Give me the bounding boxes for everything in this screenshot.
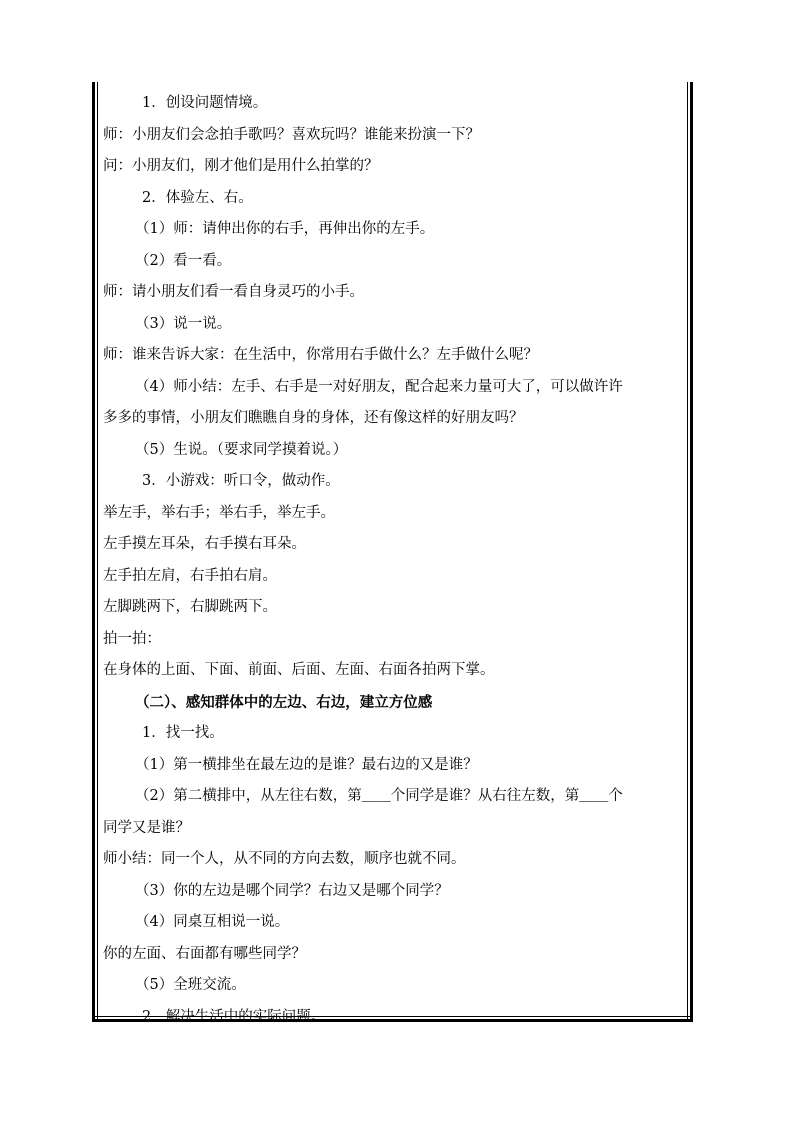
paragraph: 师：小朋友们会念拍手歌吗？喜欢玩吗？谁能来扮演一下？ [103,126,480,143]
paragraph: （4）同桌互相说一说。 [135,914,290,930]
paragraph: （2）第二横排中，从左往右数，第＿＿个同学是谁？从右往左数，第＿＿个 [135,788,623,804]
paragraph: 左手摸左耳朵，右手摸右耳朵。 [103,536,306,552]
paragraph: 师小结：同一个人，从不同的方向去数，顺序也就不同。 [103,851,466,867]
outer-right-border [690,82,693,1022]
inner-left-border [97,82,98,1022]
paragraph: （5）全班交流。 [135,977,246,993]
paragraph: （1）第一横排坐在最左边的是谁？最右边的又是谁？ [135,756,478,773]
paragraph: 举左手，举右手；举右手，举左手。 [103,504,335,521]
inner-right-border [687,82,688,1022]
paragraph: 问：小朋友们，刚才他们是用什么拍掌的？ [103,158,379,174]
paragraph: 3．小游戏：听口令，做动作。 [142,473,340,489]
section-heading: （二）、感知群体中的左边、右边，建立方位感 [135,693,433,711]
paragraph: （4）师小结：左手、右手是一对好朋友，配合起来力量可大了，可以做许许 [135,378,623,395]
outer-left-border [92,82,95,1022]
paragraph: 1．找一找。 [142,725,224,741]
paragraph: （5）生说。（要求同学摸着说。） [135,441,348,458]
paragraph: （1）师：请伸出你的右手，再伸出你的左手。 [135,221,435,237]
paragraph: （2）看一看。 [135,252,232,269]
paragraph: 2．解决生活中的实际问题。 [142,1008,326,1025]
paragraph: 师：请小朋友们看一看自身灵巧的小手。 [103,284,364,300]
paragraph: 同学又是谁？ [103,819,190,836]
paragraph: 拍一拍： [103,630,161,647]
paragraph: （3）说一说。 [135,315,232,332]
paragraph: 在身体的上面、下面、前面、后面、左面、右面各拍两下掌。 [103,662,495,678]
paragraph: 多多的事情，小朋友们瞧瞧自身的身体，还有像这样的好朋友吗？ [103,410,524,426]
paragraph: 左手拍左肩，右手拍右肩。 [103,567,277,584]
paragraph: 师：谁来告诉大家：在生活中，你常用右手做什么？左手做什么呢？ [103,347,538,363]
paragraph: 2．体验左、右。 [142,189,253,206]
cell-content [103,88,682,1033]
paragraph: 你的左面、右面都有哪些同学？ [103,945,306,962]
paragraph: （3）你的左边是哪个同学？右边又是哪个同学？ [135,882,449,899]
paragraph: 1．创设问题情境。 [142,95,268,111]
paragraph: 左脚跳两下，右脚跳两下。 [103,599,277,615]
